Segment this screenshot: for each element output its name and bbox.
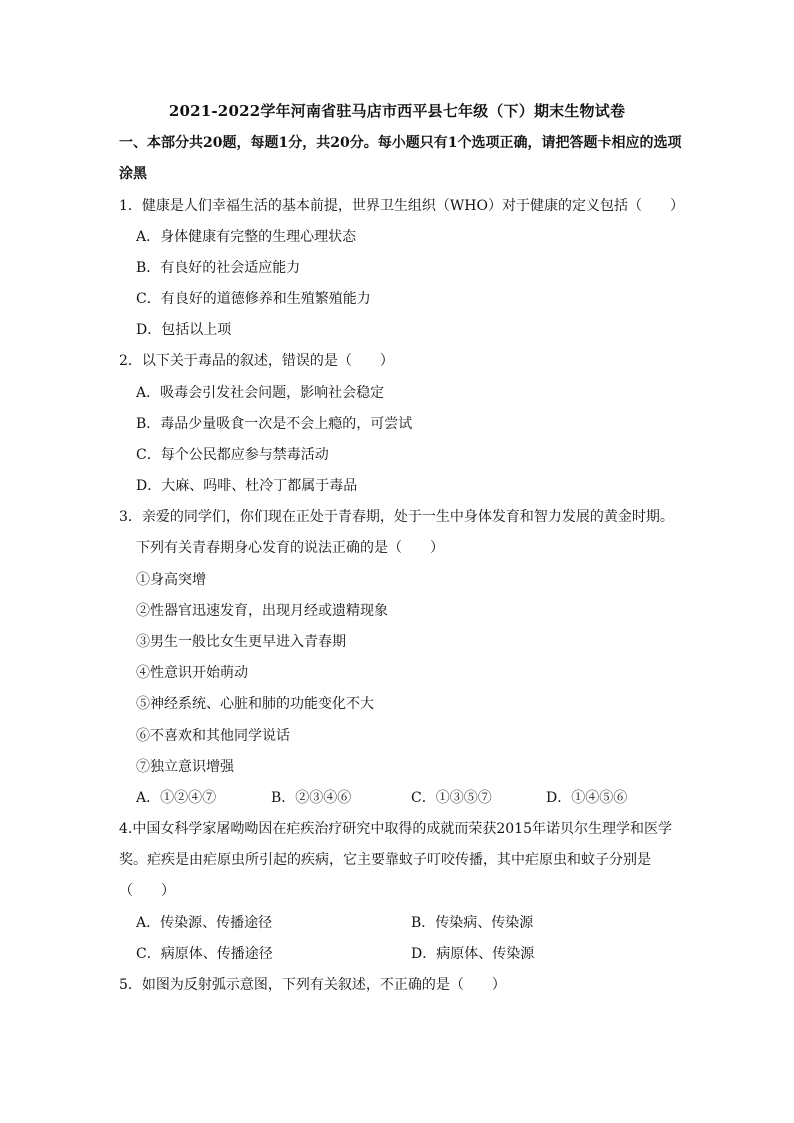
question-4-option-b: B．传染病、传染源	[411, 915, 534, 931]
question-1-option-a: A．身体健康有完整的生理心理状态	[136, 229, 357, 245]
question-3-statement-4: ④性意识开始萌动	[136, 665, 248, 681]
question-3-statement-2: ②性器官迅速发育，出现月经或遗精现象	[136, 603, 388, 619]
question-1-option-b: B．有良好的社会适应能力	[136, 260, 301, 276]
section-heading: 一、本部分共20题，每题1分，共20分。每小题只有1个选项正确，请把答题卡相应的选项涂黑	[119, 135, 682, 182]
question-1-option-d: D．包括以上项	[136, 322, 232, 338]
question-1-option-c: C．有良好的道德修养和生殖繁殖能力	[136, 291, 371, 307]
question-2-stem: 2．以下关于毒品的叙述，错误的是（ ）	[119, 353, 394, 369]
question-4-stem: 4.中国女科学家屠呦呦因在疟疾治疗研究中取得的成就而荣获2015年诺贝尔生理学和医学奖。疟疾是由疟原虫所引起的疾病，它主要靠蚊子叮咬传播，其中疟原虫和蚊子分别是（ ）	[119, 821, 672, 899]
question-1-stem: 1．健康是人们幸福生活的基本前提，世界卫生组织（WHO）对于健康的定义包括（ ）	[119, 198, 684, 214]
question-4-option-d: D．病原体、传染源	[411, 946, 535, 962]
question-3-stem-line-1: 3．亲爱的同学们，你们现在正处于青春期，处于一生中身体发育和智力发展的黄金时期。	[119, 509, 674, 525]
question-3-option-b: B．②③④⑥	[271, 790, 352, 806]
question-3-stem-line-2: 下列有关青春期身心发育的说法正确的是（ ）	[136, 540, 444, 556]
question-3-statement-1: ①身高突增	[136, 572, 206, 588]
question-2-option-a: A．吸毒会引发社会问题，影响社会稳定	[136, 385, 385, 401]
page-title: 2021-2022学年河南省驻马店市西平县七年级（下）期末生物试卷	[168, 102, 626, 120]
question-4-option-a: A．传染源、传播途径	[136, 915, 273, 931]
question-2-option-c: C．每个公民都应参与禁毒活动	[136, 447, 329, 463]
question-3-statement-5: ⑤神经系统、心脏和肺的功能变化不大	[136, 696, 374, 712]
question-3-option-c: C．①③⑤⑦	[411, 790, 492, 806]
question-3-statement-6: ⑥不喜欢和其他同学说话	[136, 728, 290, 744]
question-3-statement-3: ③男生一般比女生更早进入青春期	[136, 634, 346, 650]
question-3-statement-7: ⑦独立意识增强	[136, 759, 234, 775]
question-2-option-b: B．毒品少量吸食一次是不会上瘾的，可尝试	[136, 416, 413, 432]
question-2-option-d: D．大麻、吗啡、杜冷丁都属于毒品	[136, 478, 358, 494]
question-3-option-d: D．①④⑤⑥	[546, 790, 628, 806]
question-4-option-c: C．病原体、传播途径	[136, 946, 273, 962]
question-5-stem: 5．如图为反射弧示意图，下列有关叙述，不正确的是（ ）	[119, 977, 506, 993]
question-3-option-a: A．①②④⑦	[136, 790, 217, 806]
